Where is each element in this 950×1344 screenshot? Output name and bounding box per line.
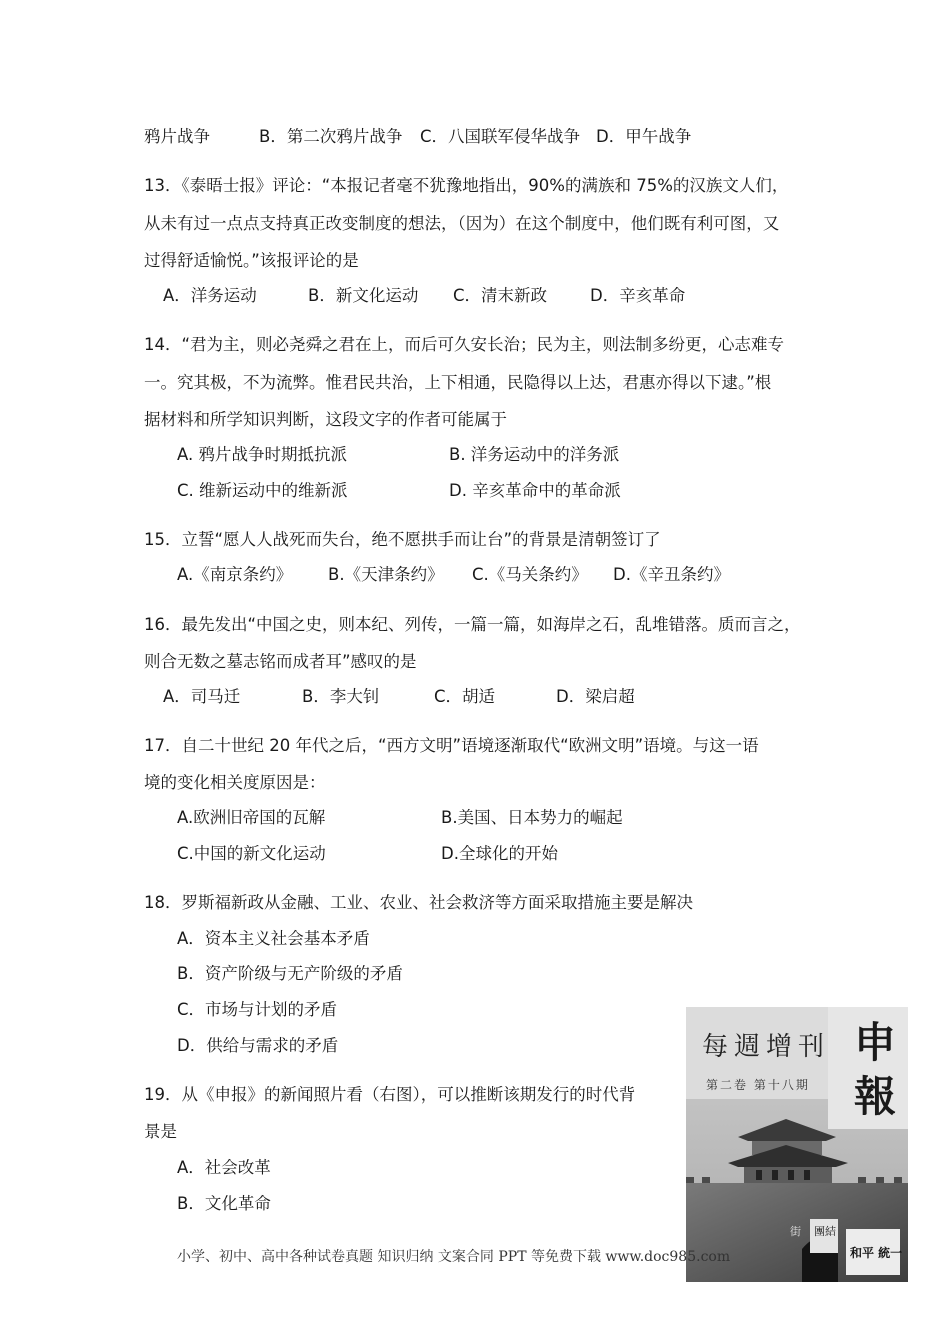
q18-option-c: C．市场与计划的矛盾 xyxy=(177,1000,338,1019)
footer-download-notice: 小学、初中、高中各种试卷真题 知识归纳 文案合同 PPT 等免费下载 www.doc985.com xyxy=(177,1249,731,1265)
q15-option-c: C.《马关条约》 xyxy=(472,565,588,584)
issue-number: 第二卷 第十八期 xyxy=(706,1078,810,1092)
q19-option-b: B．文化革命 xyxy=(177,1194,271,1213)
q14-stem-line-2: 一。究其极，不为流弊。惟君民共治，上下相通，民隐得以上达，君惠亦得以下逮。”根 xyxy=(144,373,772,392)
q14-stem-line-3: 据材料和所学知识判断，这段文字的作者可能属于 xyxy=(144,410,507,429)
q15-option-d: D.《辛丑条约》 xyxy=(613,565,730,584)
q18-option-a: A．资本主义社会基本矛盾 xyxy=(177,929,370,948)
q17-option-d: D.全球化的开始 xyxy=(441,844,558,863)
q18-stem: 18．罗斯福新政从金融、工业、农业、社会救济等方面采取措施主要是解决 xyxy=(144,893,693,912)
q15-option-b: B.《天津条约》 xyxy=(328,565,444,584)
gate-plaque-right: 和平 統一 xyxy=(850,1246,903,1260)
q16-option-a: A．司马迁 xyxy=(163,687,241,706)
q15-option-a: A.《南京条约》 xyxy=(177,565,293,584)
q13-option-b: B．新文化运动 xyxy=(308,286,419,305)
masthead-char-2: 報 xyxy=(854,1072,897,1121)
q14-option-d: D. 辛亥革命中的革命派 xyxy=(449,481,621,500)
q19-option-a: A．社会改革 xyxy=(177,1158,271,1177)
q18-option-b: B．资产阶级与无产阶级的矛盾 xyxy=(177,964,403,983)
q17-stem-line-1: 17．自二十世纪 20 年代之后，“西方文明”语境逐渐取代“欧洲文明”语境。与这一语 xyxy=(144,736,759,755)
q17-option-b: B.美国、日本势力的崛起 xyxy=(441,808,623,827)
q12-option-b: B．第二次鸦片战争 xyxy=(259,127,403,146)
q14-stem-line-1: 14．“君为主，则必尧舜之君在上，而后可久安长治；民为主，则法制多纷更，心志难专 xyxy=(144,335,785,354)
q13-stem-line-2: 从未有过一点点支持真正改变制度的想法，（因为）在这个制度中，他们既有利可图，又 xyxy=(144,214,780,233)
q17-option-a: A.欧洲旧帝国的瓦解 xyxy=(177,808,326,827)
q16-stem-line-1: 16．最先发出“中国之史，则本纪、列传，一篇一篇，如海岸之石，乱堆错落。质而言之， xyxy=(144,615,801,634)
q14-option-a: A. 鸦片战争时期抵抗派 xyxy=(177,445,347,464)
q15-stem: 15．立誓“愿人人战死而失台，绝不愿拱手而让台”的背景是清朝签订了 xyxy=(144,530,661,549)
gate-plaque-left: 團結 xyxy=(814,1225,836,1238)
q13-stem-line-3: 过得舒适愉悦。”该报评论的是 xyxy=(144,251,359,270)
q13-stem-line-1: 13．《泰晤士报》评论：“本报记者毫不犹豫地指出，90%的满族和 75%的汉族文人们， xyxy=(144,176,789,195)
q12-option-c: C．八国联军侵华战争 xyxy=(420,127,581,146)
q17-stem-line-2: 境的变化相关度原因是： xyxy=(144,773,326,792)
q16-option-c: C．胡适 xyxy=(434,687,496,706)
q13-option-c: C．清末新政 xyxy=(453,286,548,305)
q16-option-b: B．李大钊 xyxy=(302,687,380,706)
q17-option-c: C.中国的新文化运动 xyxy=(177,844,326,863)
q14-option-b: B. 洋务运动中的洋务派 xyxy=(449,445,620,464)
supplement-title: 每週增刊 xyxy=(702,1032,831,1062)
masthead-char-1: 申 xyxy=(854,1018,897,1067)
q19-stem-line-1: 19．从《申报》的新闻照片看（右图），可以推断该期发行的时代背 xyxy=(144,1085,636,1104)
q12-option-d: D．甲午战争 xyxy=(596,127,692,146)
q19-stem-line-2: 景是 xyxy=(144,1122,177,1141)
q14-option-c: C. 维新运动中的维新派 xyxy=(177,481,348,500)
gate-plaque-mid: 街 xyxy=(790,1225,801,1238)
q16-stem-line-2: 则合无数之墓志铭而成者耳”感叹的是 xyxy=(144,652,417,671)
q13-option-d: D．辛亥革命 xyxy=(590,286,686,305)
q13-option-a: A．洋务运动 xyxy=(163,286,257,305)
q18-option-d: D．供给与需求的矛盾 xyxy=(177,1036,339,1055)
shenbao-newspaper-photo xyxy=(686,1007,908,1282)
q16-option-d: D．梁启超 xyxy=(556,687,635,706)
q12-option-a-continuation: 鸦片战争 xyxy=(144,127,210,146)
